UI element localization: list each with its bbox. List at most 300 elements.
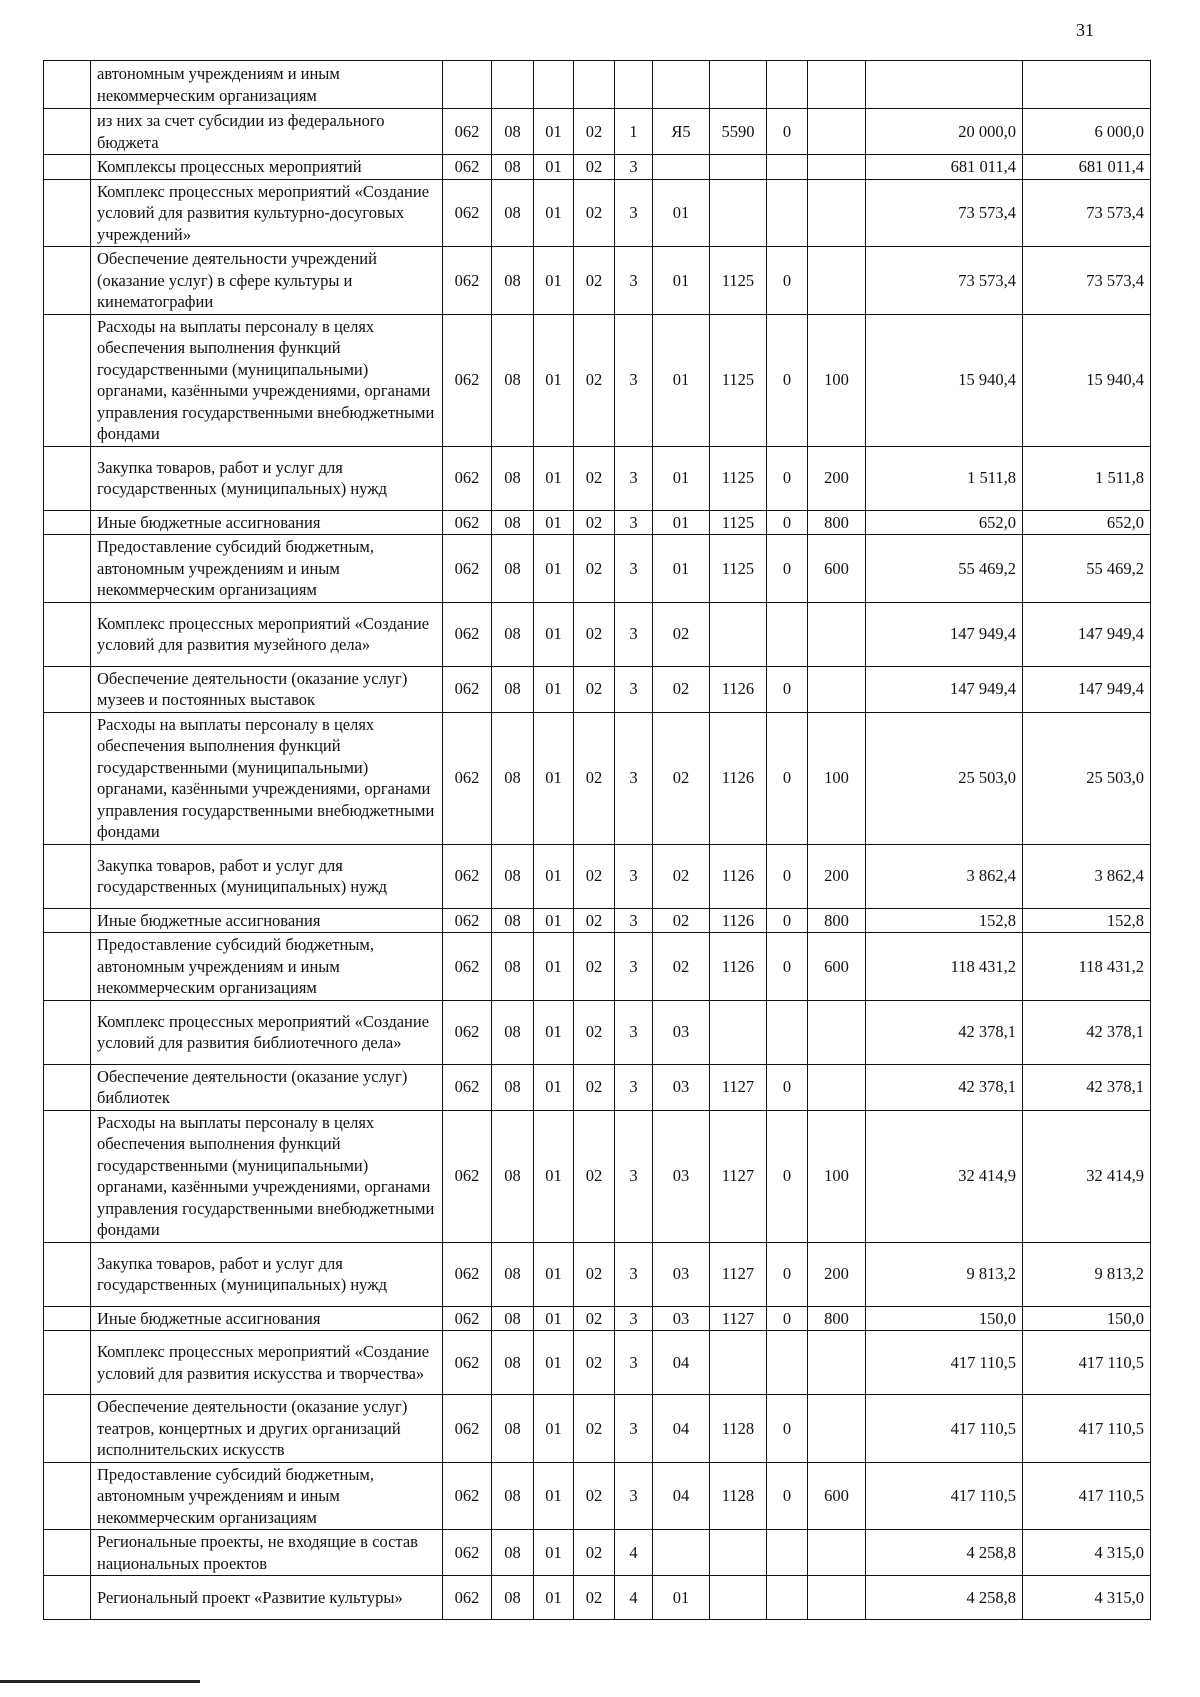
index-cell	[44, 602, 91, 666]
amount-year2-cell: 4 315,0	[1023, 1576, 1151, 1620]
code-subsection-cell: 01	[534, 314, 574, 446]
code-ministry-cell: 062	[443, 1110, 492, 1242]
code-expense-type-cell	[808, 1530, 866, 1576]
code-structure-cell	[653, 1530, 710, 1576]
code-subsection-cell: 01	[534, 712, 574, 844]
amount-year1-cell: 152,8	[866, 908, 1023, 933]
index-cell	[44, 314, 91, 446]
amount-year2-cell: 1 511,8	[1023, 446, 1151, 510]
index-cell	[44, 510, 91, 535]
code-expense-type-cell	[808, 61, 866, 109]
item-name-cell: автономным учреждениям и иным некоммерческим организациям	[91, 61, 443, 109]
amount-year1-cell: 32 414,9	[866, 1110, 1023, 1242]
code-structure-cell: 01	[653, 179, 710, 247]
table-row	[44, 712, 1151, 844]
amount-year1-cell: 9 813,2	[866, 1242, 1023, 1306]
amount-year2-cell: 417 110,5	[1023, 1462, 1151, 1530]
code-type-cell: 3	[615, 1331, 653, 1395]
code-subsection-cell: 01	[534, 1462, 574, 1530]
item-name-cell: Предоставление субсидий бюджетным, автономным учреждениям и иным некоммерческим организациям	[91, 933, 443, 1001]
amount-year2-cell: 25 503,0	[1023, 712, 1151, 844]
amount-year1-cell: 3 862,4	[866, 844, 1023, 908]
code-expense-type-cell: 100	[808, 712, 866, 844]
index-cell	[44, 1000, 91, 1064]
code-sub-cell: 0	[767, 109, 808, 155]
item-name-cell: Комплекс процессных мероприятий «Создание условий для развития библиотечного дела»	[91, 1000, 443, 1064]
code-ministry-cell: 062	[443, 1306, 492, 1331]
code-expense-type-cell: 800	[808, 1306, 866, 1331]
code-sub-cell: 0	[767, 712, 808, 844]
code-program-cell: 02	[574, 602, 615, 666]
code-ministry-cell: 062	[443, 666, 492, 712]
amount-year1-cell: 150,0	[866, 1306, 1023, 1331]
code-expense-type-cell: 600	[808, 933, 866, 1001]
code-program-cell: 02	[574, 1000, 615, 1064]
table-row	[44, 666, 1151, 712]
code-subsection-cell: 01	[534, 1064, 574, 1110]
code-ministry-cell: 062	[443, 1395, 492, 1463]
index-cell	[44, 933, 91, 1001]
code-type-cell: 3	[615, 1306, 653, 1331]
table-row	[44, 602, 1151, 666]
code-program-cell: 02	[574, 844, 615, 908]
code-expense-type-cell: 200	[808, 1242, 866, 1306]
item-name-cell: Предоставление субсидий бюджетным, автономным учреждениям и иным некоммерческим организациям	[91, 535, 443, 603]
code-section-cell: 08	[492, 666, 534, 712]
item-name-cell: Региональный проект «Развитие культуры»	[91, 1576, 443, 1620]
amount-year2-cell: 152,8	[1023, 908, 1151, 933]
code-section-cell: 08	[492, 908, 534, 933]
item-name-cell: Расходы на выплаты персоналу в целях обеспечения выполнения функций государственными (муниципальными) органами, казёнными учреждениями, органами управления государственными внебюджетными фондами	[91, 712, 443, 844]
amount-year1-cell: 42 378,1	[866, 1064, 1023, 1110]
amount-year1-cell: 147 949,4	[866, 602, 1023, 666]
index-cell	[44, 179, 91, 247]
code-structure-cell	[653, 61, 710, 109]
code-type-cell: 4	[615, 1530, 653, 1576]
amount-year1-cell: 1 511,8	[866, 446, 1023, 510]
amount-year2-cell: 3 862,4	[1023, 844, 1151, 908]
code-type-cell: 3	[615, 666, 653, 712]
code-expense-type-cell: 200	[808, 844, 866, 908]
amount-year2-cell	[1023, 61, 1151, 109]
code-subsection-cell: 01	[534, 446, 574, 510]
code-structure-cell: 01	[653, 535, 710, 603]
code-section-cell: 08	[492, 1306, 534, 1331]
code-direction-cell: 1126	[710, 844, 767, 908]
code-ministry-cell: 062	[443, 1530, 492, 1576]
code-direction-cell	[710, 1530, 767, 1576]
code-structure-cell: 03	[653, 1242, 710, 1306]
table-row	[44, 1462, 1151, 1530]
table-row	[44, 109, 1151, 155]
index-cell	[44, 1395, 91, 1463]
code-type-cell: 3	[615, 155, 653, 180]
code-sub-cell: 0	[767, 666, 808, 712]
code-direction-cell	[710, 1000, 767, 1064]
code-direction-cell: 1125	[710, 247, 767, 315]
code-expense-type-cell	[808, 1576, 866, 1620]
code-subsection-cell: 01	[534, 844, 574, 908]
index-cell	[44, 1064, 91, 1110]
code-type-cell: 4	[615, 1576, 653, 1620]
code-direction-cell: 1125	[710, 446, 767, 510]
code-subsection-cell: 01	[534, 1000, 574, 1064]
index-cell	[44, 666, 91, 712]
code-type-cell: 3	[615, 1395, 653, 1463]
code-ministry-cell: 062	[443, 1576, 492, 1620]
code-direction-cell: 1125	[710, 535, 767, 603]
item-name-cell: Обеспечение деятельности (оказание услуг) театров, концертных и других организаций исполнительских искусств	[91, 1395, 443, 1463]
amount-year1-cell: 417 110,5	[866, 1462, 1023, 1530]
code-direction-cell: 1127	[710, 1306, 767, 1331]
code-expense-type-cell: 100	[808, 1110, 866, 1242]
code-program-cell: 02	[574, 1462, 615, 1530]
index-cell	[44, 908, 91, 933]
code-subsection-cell: 01	[534, 1110, 574, 1242]
code-section-cell: 08	[492, 1110, 534, 1242]
amount-year1-cell: 73 573,4	[866, 247, 1023, 315]
code-program-cell: 02	[574, 247, 615, 315]
item-name-cell: Комплекс процессных мероприятий «Создание условий для развития искусства и творчества»	[91, 1331, 443, 1395]
code-sub-cell: 0	[767, 1110, 808, 1242]
amount-year1-cell: 681 011,4	[866, 155, 1023, 180]
code-section-cell: 08	[492, 109, 534, 155]
code-expense-type-cell: 200	[808, 446, 866, 510]
code-expense-type-cell: 800	[808, 510, 866, 535]
amount-year1-cell: 4 258,8	[866, 1576, 1023, 1620]
table-row	[44, 933, 1151, 1001]
code-ministry-cell: 062	[443, 933, 492, 1001]
index-cell	[44, 109, 91, 155]
code-sub-cell: 0	[767, 535, 808, 603]
item-name-cell: Закупка товаров, работ и услуг для государственных (муниципальных) нужд	[91, 446, 443, 510]
item-name-cell: Комплекс процессных мероприятий «Создание условий для развития культурно-досуговых учреждений»	[91, 179, 443, 247]
amount-year1-cell: 417 110,5	[866, 1395, 1023, 1463]
code-structure-cell: 02	[653, 844, 710, 908]
item-name-cell: Иные бюджетные ассигнования	[91, 1306, 443, 1331]
code-program-cell: 02	[574, 1110, 615, 1242]
table-row	[44, 1576, 1151, 1620]
code-program-cell	[574, 61, 615, 109]
amount-year1-cell: 55 469,2	[866, 535, 1023, 603]
amount-year2-cell: 147 949,4	[1023, 666, 1151, 712]
code-ministry-cell	[443, 61, 492, 109]
code-direction-cell	[710, 602, 767, 666]
code-section-cell: 08	[492, 933, 534, 1001]
code-subsection-cell: 01	[534, 1331, 574, 1395]
table-row	[44, 61, 1151, 109]
index-cell	[44, 844, 91, 908]
code-ministry-cell: 062	[443, 446, 492, 510]
code-subsection-cell: 01	[534, 666, 574, 712]
item-name-cell: Иные бюджетные ассигнования	[91, 510, 443, 535]
table-row	[44, 844, 1151, 908]
code-structure-cell	[653, 155, 710, 180]
code-sub-cell: 0	[767, 1462, 808, 1530]
code-section-cell: 08	[492, 179, 534, 247]
code-ministry-cell: 062	[443, 535, 492, 603]
amount-year2-cell: 55 469,2	[1023, 535, 1151, 603]
code-subsection-cell: 01	[534, 1306, 574, 1331]
table-row	[44, 510, 1151, 535]
code-ministry-cell: 062	[443, 1000, 492, 1064]
index-cell	[44, 247, 91, 315]
code-structure-cell: 02	[653, 712, 710, 844]
table-row	[44, 1331, 1151, 1395]
code-program-cell: 02	[574, 666, 615, 712]
code-sub-cell	[767, 1331, 808, 1395]
code-sub-cell	[767, 179, 808, 247]
code-program-cell: 02	[574, 109, 615, 155]
code-type-cell: 3	[615, 247, 653, 315]
item-name-cell: Иные бюджетные ассигнования	[91, 908, 443, 933]
code-sub-cell: 0	[767, 933, 808, 1001]
code-subsection-cell: 01	[534, 109, 574, 155]
item-name-cell: Комплексы процессных мероприятий	[91, 155, 443, 180]
code-expense-type-cell	[808, 179, 866, 247]
amount-year1-cell	[866, 61, 1023, 109]
code-type-cell: 3	[615, 314, 653, 446]
code-ministry-cell: 062	[443, 109, 492, 155]
code-section-cell: 08	[492, 1395, 534, 1463]
code-section-cell: 08	[492, 1064, 534, 1110]
amount-year1-cell: 42 378,1	[866, 1000, 1023, 1064]
table-row	[44, 1064, 1151, 1110]
code-program-cell: 02	[574, 510, 615, 535]
code-section-cell: 08	[492, 1000, 534, 1064]
code-structure-cell: 03	[653, 1000, 710, 1064]
index-cell	[44, 1306, 91, 1331]
code-ministry-cell: 062	[443, 908, 492, 933]
code-program-cell: 02	[574, 908, 615, 933]
index-cell	[44, 155, 91, 180]
code-section-cell: 08	[492, 247, 534, 315]
code-subsection-cell: 01	[534, 179, 574, 247]
code-program-cell: 02	[574, 1395, 615, 1463]
amount-year1-cell: 118 431,2	[866, 933, 1023, 1001]
code-structure-cell: 02	[653, 666, 710, 712]
code-sub-cell: 0	[767, 844, 808, 908]
code-sub-cell: 0	[767, 314, 808, 446]
amount-year2-cell: 652,0	[1023, 510, 1151, 535]
table-row	[44, 247, 1151, 315]
table-row	[44, 314, 1151, 446]
code-direction-cell: 1126	[710, 666, 767, 712]
item-name-cell: Предоставление субсидий бюджетным, автономным учреждениям и иным некоммерческим организациям	[91, 1462, 443, 1530]
code-sub-cell	[767, 1530, 808, 1576]
code-direction-cell: 5590	[710, 109, 767, 155]
amount-year2-cell: 417 110,5	[1023, 1395, 1151, 1463]
index-cell	[44, 1576, 91, 1620]
code-ministry-cell: 062	[443, 179, 492, 247]
code-structure-cell: 02	[653, 933, 710, 1001]
code-subsection-cell: 01	[534, 510, 574, 535]
code-type-cell: 3	[615, 1242, 653, 1306]
code-expense-type-cell	[808, 1000, 866, 1064]
code-ministry-cell: 062	[443, 1331, 492, 1395]
amount-year2-cell: 42 378,1	[1023, 1064, 1151, 1110]
code-direction-cell: 1128	[710, 1395, 767, 1463]
code-structure-cell: 01	[653, 247, 710, 315]
index-cell	[44, 1331, 91, 1395]
code-ministry-cell: 062	[443, 602, 492, 666]
page-number: 31	[1076, 20, 1094, 40]
code-program-cell: 02	[574, 712, 615, 844]
code-expense-type-cell	[808, 1064, 866, 1110]
amount-year1-cell: 417 110,5	[866, 1331, 1023, 1395]
code-sub-cell: 0	[767, 247, 808, 315]
table-row	[44, 1242, 1151, 1306]
code-direction-cell: 1125	[710, 314, 767, 446]
code-ministry-cell: 062	[443, 155, 492, 180]
code-subsection-cell: 01	[534, 247, 574, 315]
code-structure-cell: 03	[653, 1064, 710, 1110]
item-name-cell: Региональные проекты, не входящие в состав национальных проектов	[91, 1530, 443, 1576]
amount-year2-cell: 147 949,4	[1023, 602, 1151, 666]
code-type-cell: 3	[615, 933, 653, 1001]
code-subsection-cell: 01	[534, 155, 574, 180]
code-ministry-cell: 062	[443, 1462, 492, 1530]
code-ministry-cell: 062	[443, 510, 492, 535]
code-direction-cell: 1126	[710, 908, 767, 933]
code-program-cell: 02	[574, 314, 615, 446]
amount-year2-cell: 42 378,1	[1023, 1000, 1151, 1064]
code-ministry-cell: 062	[443, 1064, 492, 1110]
index-cell	[44, 535, 91, 603]
code-expense-type-cell	[808, 602, 866, 666]
table-body	[44, 61, 1151, 1620]
item-name-cell: из них за счет субсидии из федерального бюджета	[91, 109, 443, 155]
code-type-cell: 3	[615, 1064, 653, 1110]
amount-year2-cell: 15 940,4	[1023, 314, 1151, 446]
code-program-cell: 02	[574, 446, 615, 510]
code-direction-cell: 1127	[710, 1242, 767, 1306]
code-expense-type-cell	[808, 247, 866, 315]
code-ministry-cell: 062	[443, 712, 492, 844]
code-ministry-cell: 062	[443, 1242, 492, 1306]
item-name-cell: Закупка товаров, работ и услуг для государственных (муниципальных) нужд	[91, 844, 443, 908]
code-sub-cell	[767, 1576, 808, 1620]
table-row	[44, 1395, 1151, 1463]
code-section-cell: 08	[492, 510, 534, 535]
code-expense-type-cell	[808, 155, 866, 180]
code-type-cell: 3	[615, 535, 653, 603]
index-cell	[44, 1110, 91, 1242]
code-direction-cell: 1126	[710, 712, 767, 844]
code-direction-cell: 1127	[710, 1064, 767, 1110]
amount-year1-cell: 15 940,4	[866, 314, 1023, 446]
code-section-cell: 08	[492, 844, 534, 908]
code-structure-cell: 01	[653, 510, 710, 535]
code-type-cell: 1	[615, 109, 653, 155]
code-structure-cell: 04	[653, 1462, 710, 1530]
amount-year2-cell: 118 431,2	[1023, 933, 1151, 1001]
code-section-cell	[492, 61, 534, 109]
table-row	[44, 1110, 1151, 1242]
code-subsection-cell: 01	[534, 908, 574, 933]
code-structure-cell: 01	[653, 1576, 710, 1620]
amount-year1-cell: 4 258,8	[866, 1530, 1023, 1576]
amount-year2-cell: 417 110,5	[1023, 1331, 1151, 1395]
code-direction-cell: 1127	[710, 1110, 767, 1242]
table-row	[44, 1000, 1151, 1064]
code-sub-cell: 0	[767, 1242, 808, 1306]
index-cell	[44, 1462, 91, 1530]
code-structure-cell: 03	[653, 1306, 710, 1331]
table-row	[44, 908, 1151, 933]
code-type-cell	[615, 61, 653, 109]
code-expense-type-cell: 100	[808, 314, 866, 446]
code-direction-cell: 1126	[710, 933, 767, 1001]
code-expense-type-cell	[808, 1331, 866, 1395]
code-section-cell: 08	[492, 712, 534, 844]
code-section-cell: 08	[492, 1462, 534, 1530]
code-program-cell: 02	[574, 1576, 615, 1620]
code-subsection-cell: 01	[534, 1530, 574, 1576]
index-cell	[44, 446, 91, 510]
code-sub-cell: 0	[767, 908, 808, 933]
code-type-cell: 3	[615, 602, 653, 666]
code-subsection-cell	[534, 61, 574, 109]
code-type-cell: 3	[615, 446, 653, 510]
code-structure-cell: 01	[653, 314, 710, 446]
code-sub-cell: 0	[767, 1306, 808, 1331]
code-structure-cell: 01	[653, 446, 710, 510]
amount-year1-cell: 20 000,0	[866, 109, 1023, 155]
amount-year1-cell: 652,0	[866, 510, 1023, 535]
code-direction-cell	[710, 1576, 767, 1620]
amount-year2-cell: 150,0	[1023, 1306, 1151, 1331]
code-section-cell: 08	[492, 155, 534, 180]
code-subsection-cell: 01	[534, 1576, 574, 1620]
code-structure-cell: 02	[653, 602, 710, 666]
item-name-cell: Закупка товаров, работ и услуг для государственных (муниципальных) нужд	[91, 1242, 443, 1306]
code-ministry-cell: 062	[443, 844, 492, 908]
item-name-cell: Обеспечение деятельности (оказание услуг) музеев и постоянных выставок	[91, 666, 443, 712]
code-direction-cell	[710, 155, 767, 180]
code-expense-type-cell: 800	[808, 908, 866, 933]
code-section-cell: 08	[492, 446, 534, 510]
code-section-cell: 08	[492, 1242, 534, 1306]
code-program-cell: 02	[574, 179, 615, 247]
table-row	[44, 1530, 1151, 1576]
code-program-cell: 02	[574, 1331, 615, 1395]
code-program-cell: 02	[574, 933, 615, 1001]
code-subsection-cell: 01	[534, 933, 574, 1001]
code-program-cell: 02	[574, 1530, 615, 1576]
amount-year1-cell: 73 573,4	[866, 179, 1023, 247]
code-direction-cell	[710, 1331, 767, 1395]
table-row	[44, 535, 1151, 603]
table-row	[44, 179, 1151, 247]
code-type-cell: 3	[615, 1110, 653, 1242]
code-structure-cell: 04	[653, 1331, 710, 1395]
code-type-cell: 3	[615, 179, 653, 247]
code-type-cell: 3	[615, 712, 653, 844]
code-program-cell: 02	[574, 535, 615, 603]
index-cell	[44, 712, 91, 844]
code-program-cell: 02	[574, 1242, 615, 1306]
item-name-cell: Обеспечение деятельности учреждений (оказание услуг) в сфере культуры и кинематографии	[91, 247, 443, 315]
code-sub-cell: 0	[767, 1395, 808, 1463]
item-name-cell: Расходы на выплаты персоналу в целях обеспечения выполнения функций государственными (муниципальными) органами, казёнными учреждениями, органами управления государственными внебюджетными фондами	[91, 314, 443, 446]
amount-year2-cell: 681 011,4	[1023, 155, 1151, 180]
code-ministry-cell: 062	[443, 247, 492, 315]
code-section-cell: 08	[492, 1331, 534, 1395]
code-direction-cell	[710, 179, 767, 247]
code-sub-cell: 0	[767, 1064, 808, 1110]
code-direction-cell	[710, 61, 767, 109]
